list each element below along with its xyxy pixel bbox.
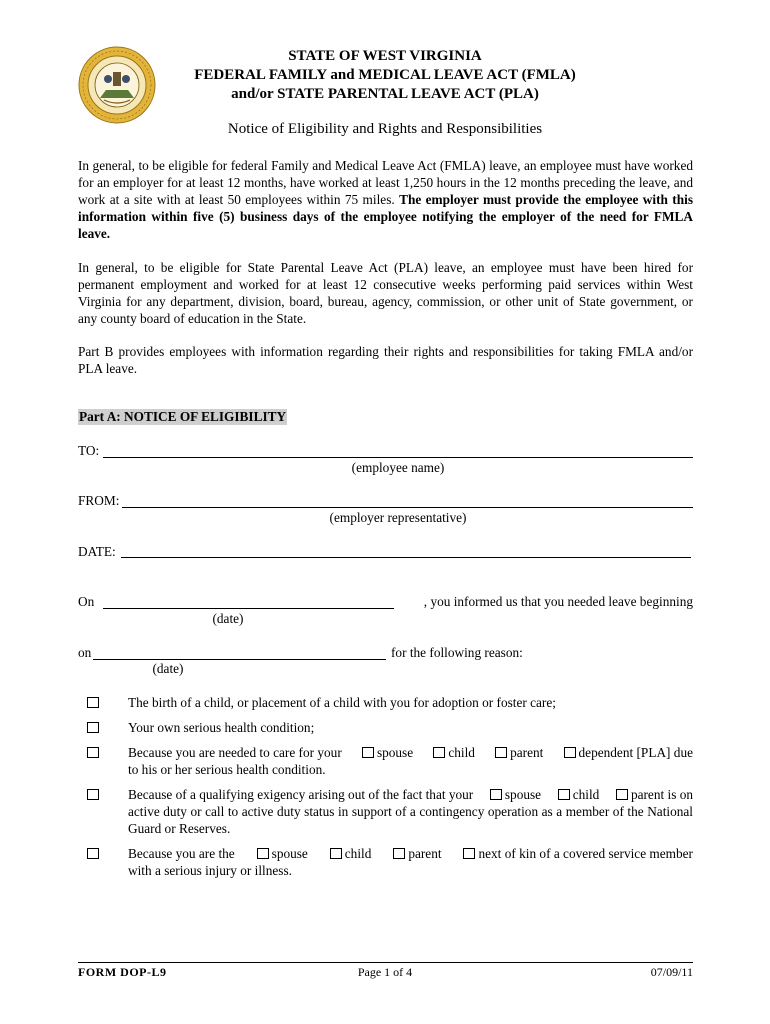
- servicemember-kin-checkbox[interactable]: [463, 848, 475, 859]
- subtitle: Notice of Eligibility and Rights and Responsibilities: [227, 121, 543, 137]
- care-spouse-label: spouse: [376, 745, 414, 760]
- footer-divider: [78, 962, 693, 963]
- reason-care-family-checkbox[interactable]: [87, 747, 99, 758]
- reason-own-health-checkbox[interactable]: [87, 722, 99, 733]
- care-second-line: to his or her serious health condition.: [128, 762, 326, 777]
- employee-name-field[interactable]: [103, 457, 693, 458]
- care-child-label: child: [448, 745, 475, 760]
- exigency-spouse-checkbox[interactable]: [490, 789, 502, 800]
- fmla-paragraph: [78, 157, 693, 242]
- title-line-3: and/or STATE PARENTAL LEAVE ACT (PLA): [231, 86, 539, 102]
- exigency-child-label: child: [572, 787, 600, 802]
- servicemember-lead-text: Because you are the: [128, 846, 235, 861]
- informed-date-field[interactable]: [103, 608, 394, 609]
- servicemember-second-line: with a serious injury or illness.: [128, 863, 292, 878]
- on2-label: on: [78, 645, 92, 660]
- care-dependent-label: dependent [PLA] due: [578, 745, 693, 760]
- to-label: TO:: [78, 443, 100, 458]
- servicemember-kin-label: next of kin of a covered service member: [478, 846, 693, 861]
- reason-covered-servicemember-text: [128, 845, 693, 879]
- employer-representative-field[interactable]: [122, 507, 693, 508]
- title-line-1: STATE OF WEST VIRGINIA: [288, 48, 482, 64]
- exigency-parent-label: parent is on: [630, 787, 693, 802]
- informed-text: , you informed us that you needed leave beginning: [423, 594, 693, 609]
- form-number: FORM DOP-L9: [78, 965, 167, 979]
- employer-representative-caption: (employer representative): [329, 510, 467, 525]
- exigency-parent-checkbox[interactable]: [616, 789, 628, 800]
- fmla-text: In general, to be eligible for federal Family and Medical Leave Act (FMLA) leave, an employee must have worked for an employer for at least 12 months, have worked at least 1,250 hours in the 12 months preceding the leave, and work at a site with at least 50 employees within 75 miles.: [78, 158, 693, 207]
- pla-paragraph: In general, to be eligible for State Parental Leave Act (PLA) leave, an employee must have been hired for permanent employment and worked for at least 12 consecutive weeks performing paid services within West Virginia for any department, division, board, bureau, agency, commission, or other unit of State government, or any county board of education in the State.: [78, 260, 693, 326]
- reason-own-health-text: Your own serious health condition;: [128, 720, 315, 735]
- reason-care-family-text: [128, 744, 693, 778]
- care-dependent-checkbox[interactable]: [564, 747, 576, 758]
- exigency-spouse-label: spouse: [504, 787, 542, 802]
- reason-text: for the following reason:: [391, 645, 523, 660]
- employee-name-caption: (employee name): [351, 460, 445, 475]
- servicemember-parent-checkbox[interactable]: [393, 848, 405, 859]
- care-parent-label: parent: [510, 745, 544, 760]
- servicemember-child-label: child: [344, 846, 372, 861]
- exigency-rest-text: active duty or call to active duty status in support of a contingency operation as a member of the National Guard or Reserves.: [128, 804, 693, 836]
- page-number: Page 1 of 4: [357, 965, 413, 979]
- reason-exigency-text: [128, 786, 693, 837]
- leave-begin-date-caption: (date): [152, 661, 184, 676]
- part-a-heading: Part A: NOTICE OF ELIGIBILITY: [79, 409, 287, 424]
- leave-begin-date-field[interactable]: [93, 659, 386, 660]
- care-parent-checkbox[interactable]: [495, 747, 507, 758]
- form-date: 07/09/11: [650, 965, 693, 979]
- on-label: On: [78, 594, 95, 609]
- informed-date-caption: (date): [212, 611, 244, 626]
- date-field[interactable]: [121, 557, 691, 558]
- care-spouse-checkbox[interactable]: [362, 747, 374, 758]
- servicemember-spouse-checkbox[interactable]: [257, 848, 269, 859]
- date-label: DATE:: [78, 544, 116, 559]
- reason-exigency-checkbox[interactable]: [87, 789, 99, 800]
- reason-birth-checkbox[interactable]: [87, 697, 99, 708]
- partb-paragraph: Part B provides employees with information regarding their rights and responsibilities for taking FMLA and/or PLA leave.: [78, 344, 693, 376]
- servicemember-child-checkbox[interactable]: [330, 848, 342, 859]
- care-lead-text: Because you are needed to care for your: [128, 745, 342, 760]
- fmla-bold-text: The employer must provide the employee with this information within five (5) business days of the employee notifying the employer of the need for FMLA leave.: [78, 192, 694, 241]
- title-line-2: FEDERAL FAMILY and MEDICAL LEAVE ACT (FMLA): [194, 67, 576, 83]
- care-child-checkbox[interactable]: [433, 747, 445, 758]
- servicemember-parent-label: parent: [408, 846, 442, 861]
- from-label: FROM:: [78, 493, 120, 508]
- servicemember-spouse-label: spouse: [271, 846, 308, 861]
- exigency-child-checkbox[interactable]: [558, 789, 570, 800]
- exigency-lead-text: Because of a qualifying exigency arising out of the fact that your: [128, 787, 474, 802]
- reason-birth-text: The birth of a child, or placement of a child with you for adoption or foster care;: [128, 695, 556, 710]
- reason-covered-servicemember-checkbox[interactable]: [87, 848, 99, 859]
